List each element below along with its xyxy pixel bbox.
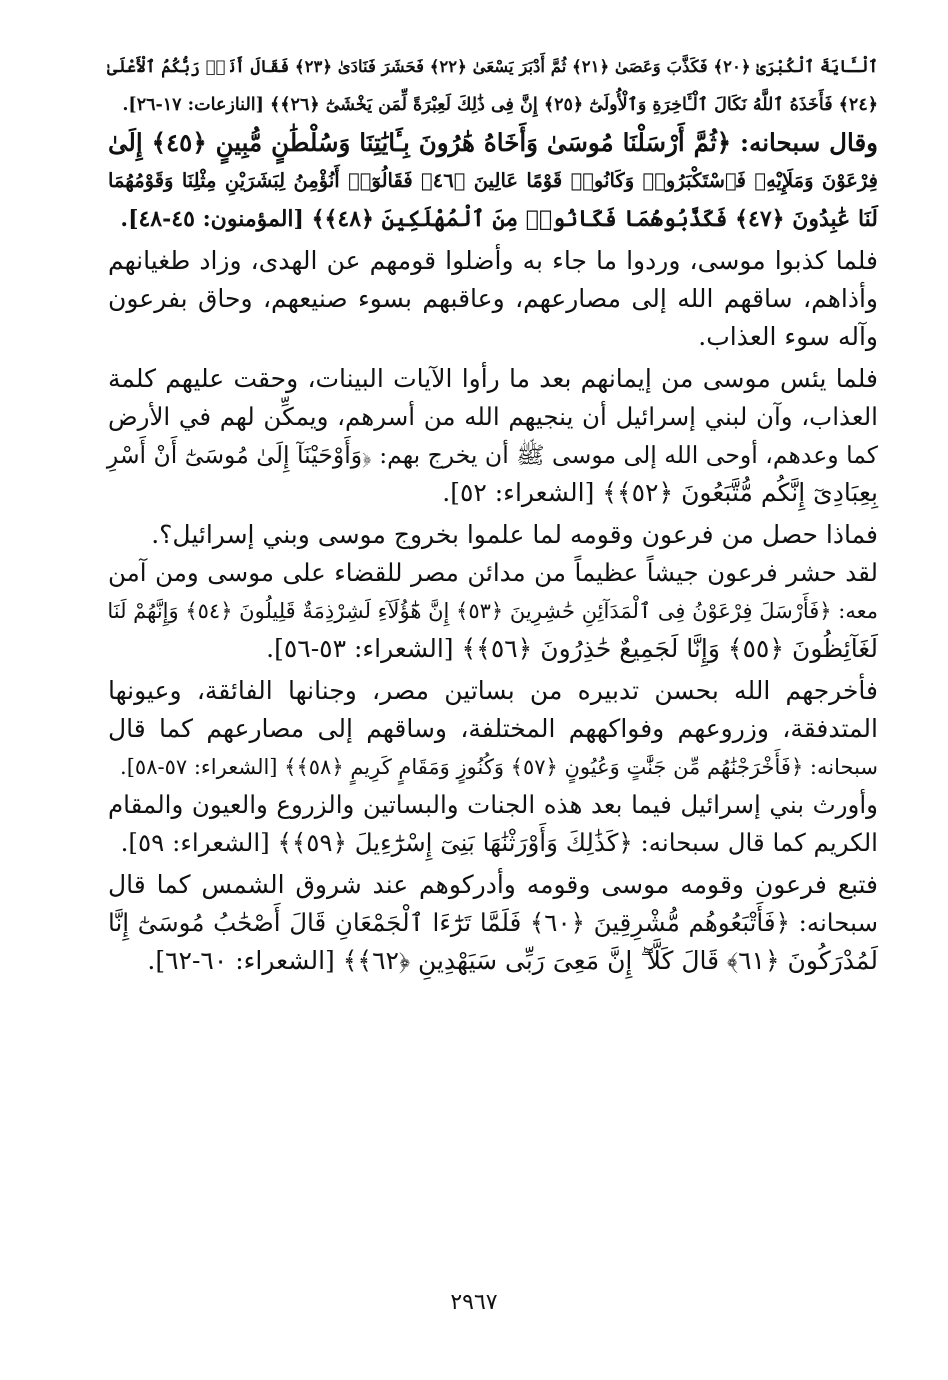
document-body (108, 52, 878, 1380)
text-line: فماذا حصل من فرعون وقومه لما علموا بخروج موسى وبني إسرائيل؟. (151, 520, 878, 549)
text-line: سبحانه: ﴿فَأَتْبَعُوهُم مُّشْرِقِينَ ﴿٦٠﴾ فَلَمَّا تَرَٰٓءَا ٱلْجَمْعَانِ قَالَ أَصْحَٰبُ مُوسَىٰٓ إِنَّا (108, 908, 879, 937)
text-line: ﴿٢٤﴾ فَأَخَذَهُ ٱللَّهُ نَكَالَ ٱلْـَٔاخِرَةِ وَٱلْأُولَىٰٓ ﴿٢٥﴾ إِنَّ فِى ذَٰلِكَ لَعِبْرَةً لِّمَن يَخْشَىٰٓ ﴿٢٦﴾﴾ [النازعات: ١٧-٢٦]. (122, 95, 878, 115)
text-line: العذاب، وآن لبني إسرائيل أن ينجيهم الله من أسرهم، ويمكِّن لهم في الأرض (108, 402, 878, 431)
text-line: فتبع فرعون وقومه موسى وقومه وأدركوهم عند شروق الشمس كما قال (108, 870, 878, 899)
text-line: فِرْعَوْنَ وَمَلَإِيْهِۦ فَٱسْتَكْبَرُوا۟ وَكَانُوا۟ قَوْمًا عَالِينَ ﴿٤٦﴾ فَقَالُوٓا۟ أَنُؤْمِنُ لِبَشَرَيْنِ مِثْلِنَا وَقَوْمُهُمَا (108, 169, 878, 192)
text-line: ٱلْـَٔايَةَ ٱلْكُبْرَىٰ ﴿٢٠﴾ فَكَذَّبَ وَعَصَىٰ ﴿٢١﴾ ثُمَّ أَدْبَرَ يَسْعَىٰ ﴿٢٢﴾ فَحَشَرَ فَنَادَىٰ ﴿٢٣﴾ فَقَالَ أَنَا۠ رَبُّكُمُ ٱلْأَعْلَىٰ (107, 57, 878, 76)
text-line: وأورث بني إسرائيل فيما بعد هذه الجنات والبساتين والزروع والعيون والمقام (108, 790, 878, 819)
text-line: فلما يئس موسى من إيمانهم بعد ما رأوا الآيات البينات، وحقت عليهم كلمة (108, 364, 878, 393)
text-line: بِعِبَادِىٓ إِنَّكُم مُّتَّبَعُونَ ﴿٥٢﴾﴾ [الشعراء: ٥٢]. (442, 478, 878, 507)
text-line: سبحانه: ﴿فَأَخْرَجْنَٰهُم مِّن جَنَّٰتٍ وَعُيُونٍ ﴿٥٧﴾ وَكُنُوزٍ وَمَقَامٍ كَرِيمٍ ﴿٥٨﴾﴾ [الشعراء: ٥٧-٥٨]. (120, 755, 878, 779)
page-number: ٢٩٦٧ (450, 1290, 498, 1315)
text-line: فلما كذبوا موسى، وردوا ما جاء به وأضلوا قومهم عن الهدى، وزاد طغيانهم (108, 246, 878, 275)
text-line: وآله سوء العذاب. (698, 322, 878, 351)
text-line: الكريم كما قال سبحانه: ﴿كَذَٰلِكَ وَأَوْرَثْنَٰهَا بَنِىٓ إِسْرَٰٓءِيلَ ﴿٥٩﴾﴾ [الشعراء: ٥٩]. (120, 828, 878, 857)
text-line: لَغَآئِظُونَ ﴿٥٥﴾ وَإِنَّا لَجَمِيعٌ حَٰذِرُونَ ﴿٥٦﴾﴾ [الشعراء: ٥٣-٥٦]. (266, 634, 878, 663)
text-line: المتدفقة، وزروعهم وفواكههم المختلفة، وساقهم إلى مصارعهم كما قال (108, 714, 878, 743)
text-line: كما وعدهم، أوحى الله إلى موسى ﷺ أن يخرج بهم: ﴿وَأَوْحَيْنَآ إِلَىٰ مُوسَىٰٓ أَنْ أَسْرِ (106, 441, 878, 469)
text-line: لَمُدْرَكُونَ ﴿٦١﴾ قَالَ كَلَّآ ۖ إِنَّ مَعِىَ رَبِّى سَيَهْدِينِ ﴿٦٢﴾﴾ [الشعراء: ٦٠-٦٢]. (147, 946, 878, 975)
text-line: معه: ﴿فَأَرْسَلَ فِرْعَوْنُ فِى ٱلْمَدَآئِنِ حَٰشِرِينَ ﴿٥٣﴾ إِنَّ هَٰٓؤُلَآءِ لَشِرْذِمَةٌ قَلِيلُونَ ﴿٥٤﴾ وَإِنَّهُمْ لَنَا (107, 599, 878, 623)
text-line: وقال سبحانه: ﴿ثُمَّ أَرْسَلْنَا مُوسَىٰ وَأَخَاهُ هَٰرُونَ بِـَٔايَٰتِنَا وَسُلْطَٰنٍ مُّبِينٍ ﴿٤٥﴾ إِلَىٰ (108, 128, 878, 157)
text-line: فأخرجهم الله بحسن تدبيره من بساتين مصر، وجنانها الفائقة، وعيونها (108, 676, 878, 705)
text-line: وأذاهم، ساقهم الله إلى مصارعهم، وعاقبهم بسوء صنيعهم، وحاق بفرعون (108, 284, 878, 313)
text-line: لقد حشر فرعون جيشاً عظيماً من مدائن مصر للقضاء على موسى ومن آمن (108, 558, 878, 587)
text-line: لَنَا عَٰبِدُونَ ﴿٤٧﴾ فَكَذَّبُوهُمَا فَكَانُوا۟ مِنَ ٱلْمُهْلَكِينَ ﴿٤٨﴾﴾ [المؤمنون: ٤٥-٤٨]. (120, 206, 878, 232)
